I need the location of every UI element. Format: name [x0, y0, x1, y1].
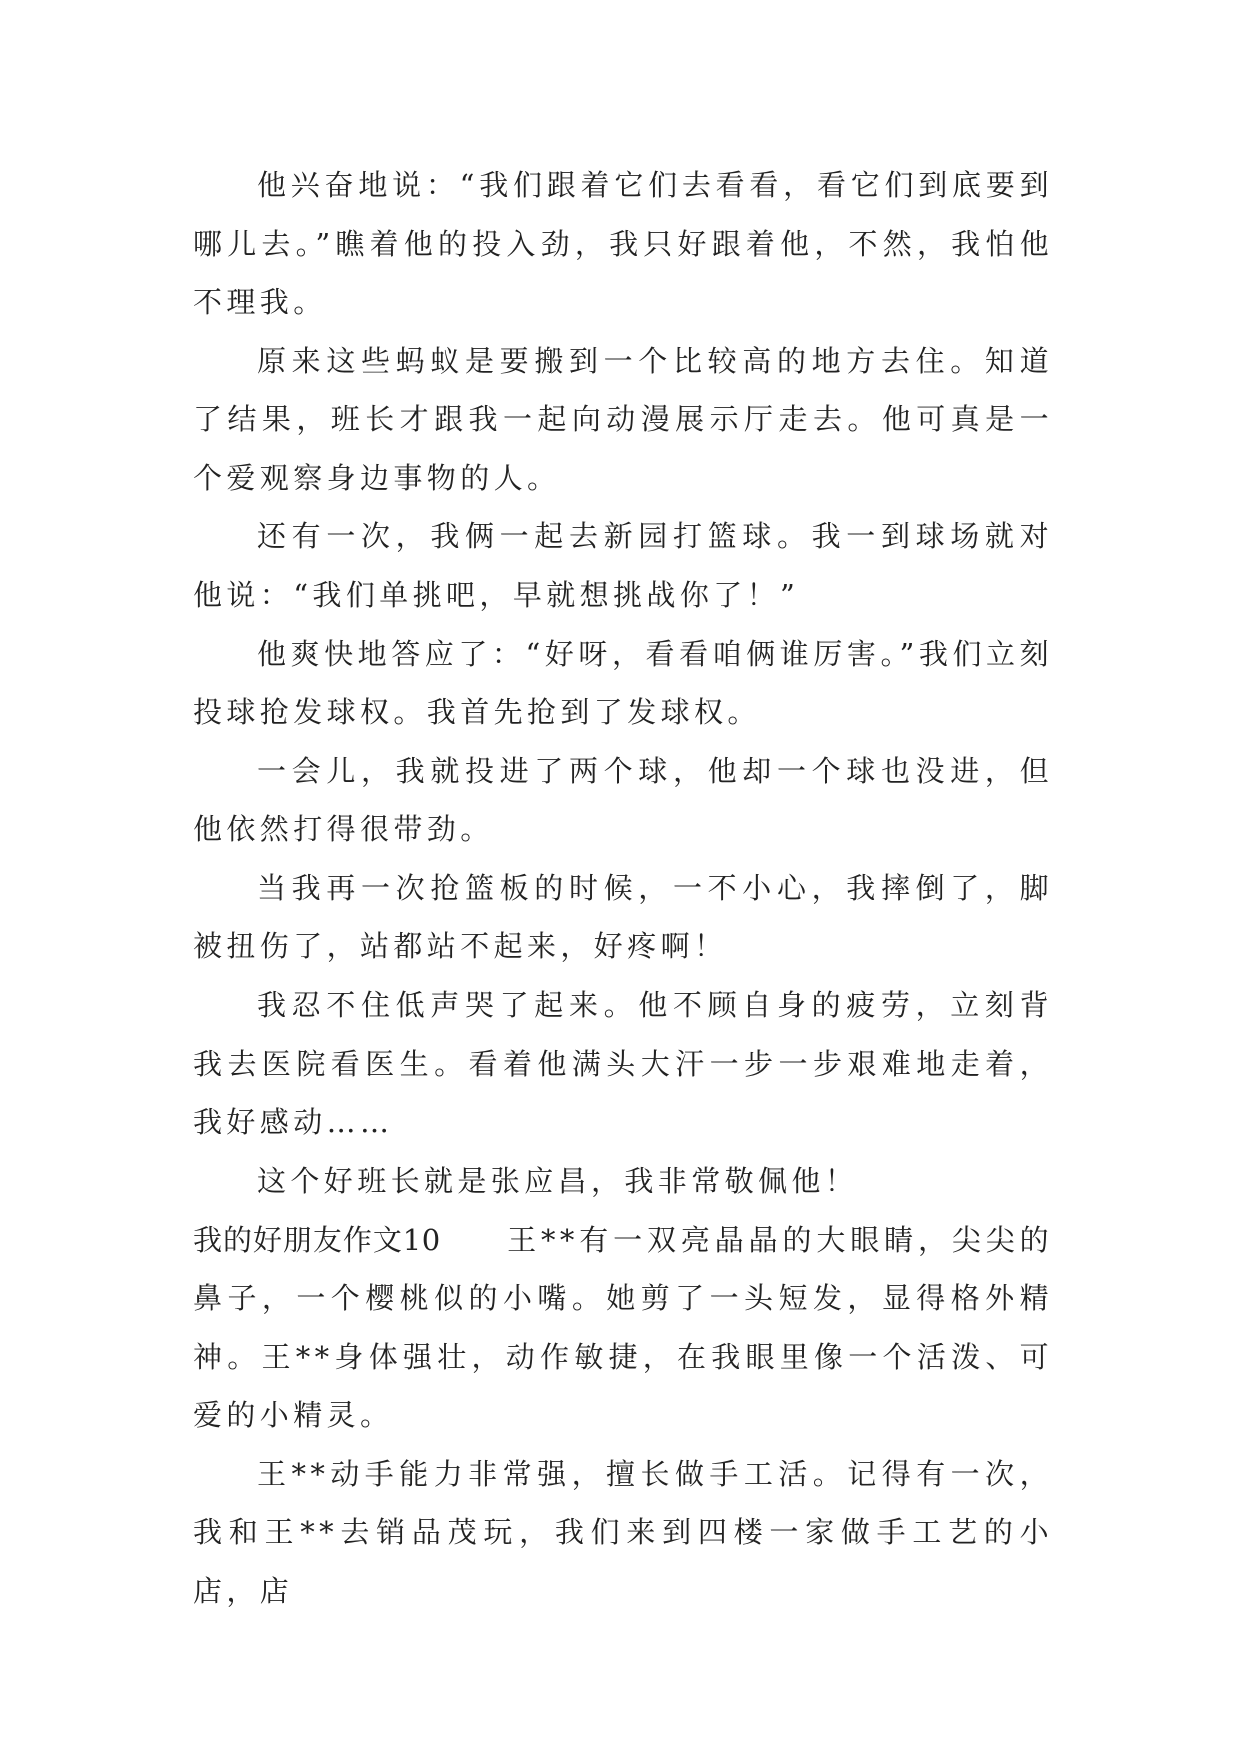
paragraph: 还有一次，我俩一起去新园打篮球。我一到球场就对他说：“我们单挑吧，早就想挑战你了！” [193, 519, 1053, 612]
section-title: 我的好朋友作文10 [193, 1222, 441, 1257]
section-heading-paragraph [193, 1211, 1053, 1445]
paragraph: 原来这些蚂蚁是要搬到一个比较高的地方去住。知道了结果，班长才跟我一起向动漫展示厅走去。他可真是一个爱观察身边事物的人。 [193, 343, 1053, 495]
document-body [193, 156, 1053, 1620]
paragraph: 一会儿，我就投进了两个球，他却一个球也没进，但他依然打得很带劲。 [193, 753, 1053, 847]
paragraph: 我忍不住低声哭了起来。他不顾自身的疲劳，立刻背我去医院看医生。看着他满头大汗一步一步艰难地走着，我好感动…… [193, 988, 1053, 1140]
paragraph: 他爽快地答应了：“好呀，看看咱俩谁厉害。”我们立刻投球抢发球权。我首先抢到了发球权。 [193, 636, 1053, 730]
paragraph: 他兴奋地说：“我们跟着它们去看看，看它们到底要到哪儿去。”瞧着他的投入劲，我只好跟着他，不然，我怕他不理我。 [193, 168, 1053, 319]
paragraph: 这个好班长就是张应昌，我非常敬佩他！ [257, 1163, 859, 1198]
section-first-paragraph: 王**有一双亮晶晶的大眼睛，尖尖的鼻子，一个樱桃似的小嘴。她剪了一头短发，显得格外精神。王**身体强壮，动作敏捷，在我眼里像一个活泼、可爱的小精灵。 [193, 1222, 1053, 1432]
paragraph: 王**动手能力非常强，擅长做手工活。记得有一次，我和王**去销品茂玩，我们来到四楼一家做手工艺的小店，店 [193, 1456, 1053, 1608]
paragraph: 当我再一次抢篮板的时候，一不小心，我摔倒了，脚被扭伤了，站都站不起来，好疼啊！ [193, 870, 1053, 964]
